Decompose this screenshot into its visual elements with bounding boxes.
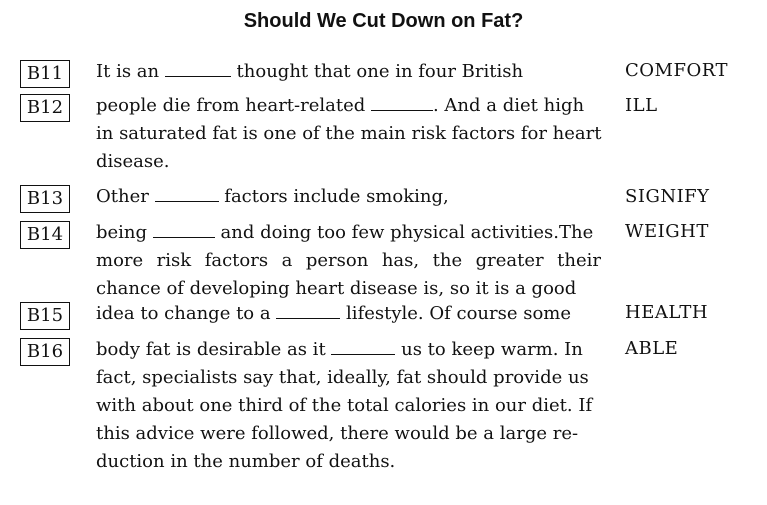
gap-b16[interactable]: [331, 337, 395, 355]
text-segment: being: [96, 222, 153, 243]
text-segment: and doing too few physical activities.The: [214, 222, 594, 243]
text-line-7: more risk factors a person has, the greater their: [96, 250, 601, 271]
text-segment: lifestyle. Of course some: [340, 303, 572, 324]
item-label-b16: B16: [20, 338, 70, 366]
text-line-4: disease.: [96, 151, 170, 172]
text-segment: idea to change to a: [96, 303, 277, 324]
text-line-3: in saturated fat is one of the main risk factors for heart: [96, 123, 602, 144]
text-line-9: [96, 300, 601, 328]
text-segment: body fat is desirable as it: [96, 339, 332, 360]
item-label-b15: B15: [20, 302, 70, 330]
keyword-b16: ABLE: [625, 338, 679, 359]
item-label-b13: B13: [20, 185, 70, 213]
keyword-b11: COMFORT: [625, 60, 728, 81]
text-line-11: fact, specialists say that, ideally, fat should provide us: [96, 367, 589, 388]
text-line-13: this advice were followed, there would be a large re-: [96, 423, 579, 444]
item-label-b11: B11: [20, 60, 70, 88]
gap-b14[interactable]: [153, 220, 215, 238]
text-segment: It is an: [96, 61, 165, 82]
gap-b13[interactable]: [155, 184, 219, 202]
text-line-5: [96, 183, 601, 211]
gap-b15[interactable]: [276, 301, 340, 319]
text-line-12: with about one third of the total calories in our diet. If: [96, 395, 593, 416]
text-line-10: [96, 336, 601, 364]
gap-b11[interactable]: [165, 59, 231, 77]
text-line-1: [96, 58, 601, 86]
item-label-b12: B12: [20, 94, 70, 122]
text-line-6: [96, 219, 601, 247]
text-line-2: [96, 92, 601, 120]
text-segment: Other: [96, 186, 155, 207]
text-segment: factors include smoking,: [218, 186, 449, 207]
page-title: Should We Cut Down on Fat?: [243, 10, 524, 32]
text-segment: . And a diet high: [432, 95, 585, 116]
gap-b12[interactable]: [371, 93, 433, 111]
text-segment: thought that one in four British: [230, 61, 524, 82]
keyword-b15: HEALTH: [625, 302, 709, 323]
text-segment: us to keep warm. In: [395, 339, 583, 360]
text-line-14: duction in the number of deaths.: [96, 451, 396, 472]
keyword-b13: SIGNIFY: [625, 186, 710, 207]
text-line-8: chance of developing heart disease is, so it is a good: [96, 278, 577, 299]
keyword-b12: ILL: [625, 95, 658, 116]
keyword-b14: WEIGHT: [625, 221, 709, 242]
text-segment: people die from heart-related: [96, 95, 371, 116]
item-label-b14: B14: [20, 221, 70, 249]
